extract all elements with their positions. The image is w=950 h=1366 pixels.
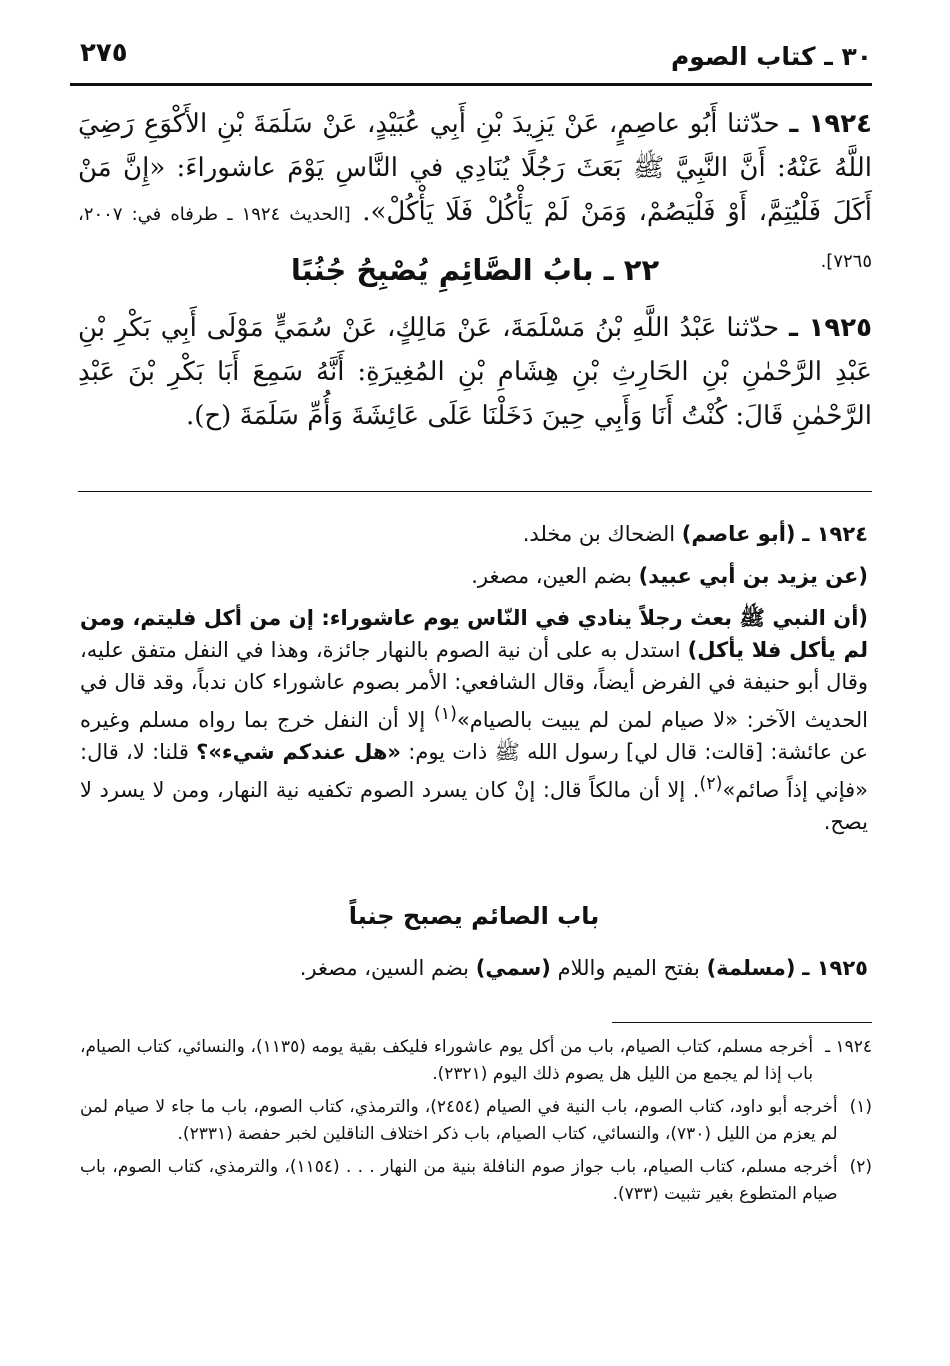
commentary-number: ١٩٢٤ ـ xyxy=(802,522,868,546)
footnote-text: أخرجه مسلم، كتاب الصيام، باب من أكل يوم عاشوراء فليكف بقية يومه (١١٣٥)، والنسائي، كتاب الصيام، باب إذا لم يجمع من الليل هل يصوم ذلك اليوم (٢٣٢١). xyxy=(80,1037,814,1084)
footnote-text: أخرجه أبو داود، كتاب الصوم، باب النية في الصيام (٢٤٥٤)، والترمذي، كتاب الصوم، باب ما جاء لا صيام لمن لم يعزم من الليل (٧٣٠)، والنسائي، كتاب الصيام، باب ذكر اختلاف الناقلين لخبر حفصة (٢٣٣١). xyxy=(80,1097,838,1144)
footnote-text: أخرجه مسلم، كتاب الصيام، باب جواز صوم النافلة بنية من النهار . . . (١١٥٤)، والترمذي، كتاب الصوم، باب صيام المتطوع بغير تثبيت (٧٣٣). xyxy=(80,1157,838,1204)
footnote-rule xyxy=(612,1022,872,1023)
commentary-number: ١٩٢٥ ـ xyxy=(802,956,868,980)
hadith-text: حدّثنا عَبْدُ اللَّهِ بْنُ مَسْلَمَةَ، عَنْ مَالِكٍ، عَنْ سُمَيٍّ مَوْلَى أَبِي بَكْرِ بْنِ عَبْدِ الرَّحْمٰنِ بْنِ الحَارِثِ بْنِ هِشَامِ بْنِ المُغِيرَةِ: أَنَّهُ سَمِعَ أَبَا بَكْرِ بْنَ عَبْدِ الرَّحْمٰنِ قَالَ: كُنْتُ أَنَا وَأَبِي حِينَ دَخَلْنَا عَلَى عَائِشَةَ وَأُمِّ سَلَمَةَ (ح). xyxy=(78,313,872,431)
page-number: ٢٧٥ xyxy=(80,38,128,68)
commentary-text: الضحاك بن مخلد. xyxy=(522,522,676,546)
footnote-mark: (٢) xyxy=(849,1157,872,1177)
footnote-item xyxy=(80,1094,872,1148)
commentary-chapter-heading: باب الصائم يصبح جنباً xyxy=(348,902,600,930)
commentary-quote: «هل عندكم شيء»؟ xyxy=(196,740,401,764)
footnotes xyxy=(80,1034,872,1214)
commentary-term: (عن يزيد بن أبي عبيد) xyxy=(638,564,868,588)
commentary-term: (أبو عاصم) xyxy=(681,522,796,546)
commentary-text: . إلا أن مالكاً قال: إنْ كان يسرد الصوم تكفيه نية النهار، ومن لا يسرد لا يصح. xyxy=(80,778,868,834)
text-commentary-divider xyxy=(78,491,872,492)
hadith-number: ١٩٢٤ ـ xyxy=(789,109,873,139)
hadith-1925 xyxy=(78,306,872,438)
commentary-text: بضم العين، مصغر. xyxy=(471,564,632,588)
commentary-text: قلنا: لا، قال: «فإني إذاً صائم» xyxy=(80,740,868,802)
footnote-mark: (١) xyxy=(849,1097,872,1117)
footnote-item xyxy=(80,1154,872,1208)
commentary-paragraph xyxy=(80,602,868,838)
book-title: ٣٠ ـ كتاب الصوم xyxy=(670,42,872,71)
commentary-block xyxy=(80,518,868,838)
footnote-item xyxy=(80,1034,872,1088)
commentary-line xyxy=(80,952,868,984)
chapter-heading: ٢٢ ـ بابُ الصَّائِمِ يُصْبِحُ جُنُبًا xyxy=(290,253,660,287)
commentary-line xyxy=(80,560,868,592)
footnote-ref[interactable]: (١) xyxy=(433,704,457,724)
footnote-mark: ١٩٢٤ ـ xyxy=(825,1037,872,1057)
page-header xyxy=(70,38,872,84)
footnote-ref[interactable]: (٢) xyxy=(699,774,723,794)
commentary-text: استدل به على أن نية الصوم بالنهار جائزة، وهذا في النفل متفق عليه، وقال أبو حنيفة في الفرض أيضاً، وقال الشافعي: الأمر بصوم عاشوراء كان ندباً، وقد قال في الحديث الآخر: «لا صيام لمن لم يبيت بالصيام» xyxy=(80,638,868,732)
commentary-block-1925 xyxy=(80,952,868,984)
commentary-term: (مسلمة) xyxy=(706,956,796,980)
commentary-text: بضم السين، مصغر. xyxy=(299,956,470,980)
hadith-reference: [الحديث ١٩٢٤ ـ طرفاه في: ٢٠٠٧، ٧٢٦٥]. xyxy=(78,204,872,272)
hadith-number: ١٩٢٥ ـ xyxy=(788,313,872,343)
commentary-term: (أن النبي ﷺ بعث رجلاً ينادي في النّاس يوم عاشوراء: إن من أكل فليتم، ومن لم يأكل فلا يأكل) xyxy=(80,606,868,662)
commentary-line xyxy=(80,518,868,550)
commentary-term: (سمي) xyxy=(475,956,551,980)
hadith-text: حدّثنا أَبُو عاصِمٍ، عَنْ يَزِيدَ بْنِ أَبِي عُبَيْدٍ، عَنْ سَلَمَةَ بْنِ الأَكْوَعِ رَضِيَ اللَّهُ عَنْهُ: أَنَّ النَّبِيَّ ﷺ بَعَثَ رَجُلًا يُنَادِي في النَّاسِ يَوْمَ عاشوراءَ: «إِنَّ مَنْ أَكَلَ فَلْيُتِمَّ، أَوْ فَلْيَصُمْ، وَمَنْ لَمْ يَأْكُلْ فَلَا يَأْكُلْ». xyxy=(78,109,873,227)
commentary-text: إلا أن النفل خرج بما رواه مسلم وغيره عن عائشة: [قالت: قال لي] رسول الله ﷺ ذات يوم: xyxy=(80,708,868,764)
commentary-text: بفتح الميم واللام xyxy=(557,956,700,980)
header-rule xyxy=(70,83,872,86)
